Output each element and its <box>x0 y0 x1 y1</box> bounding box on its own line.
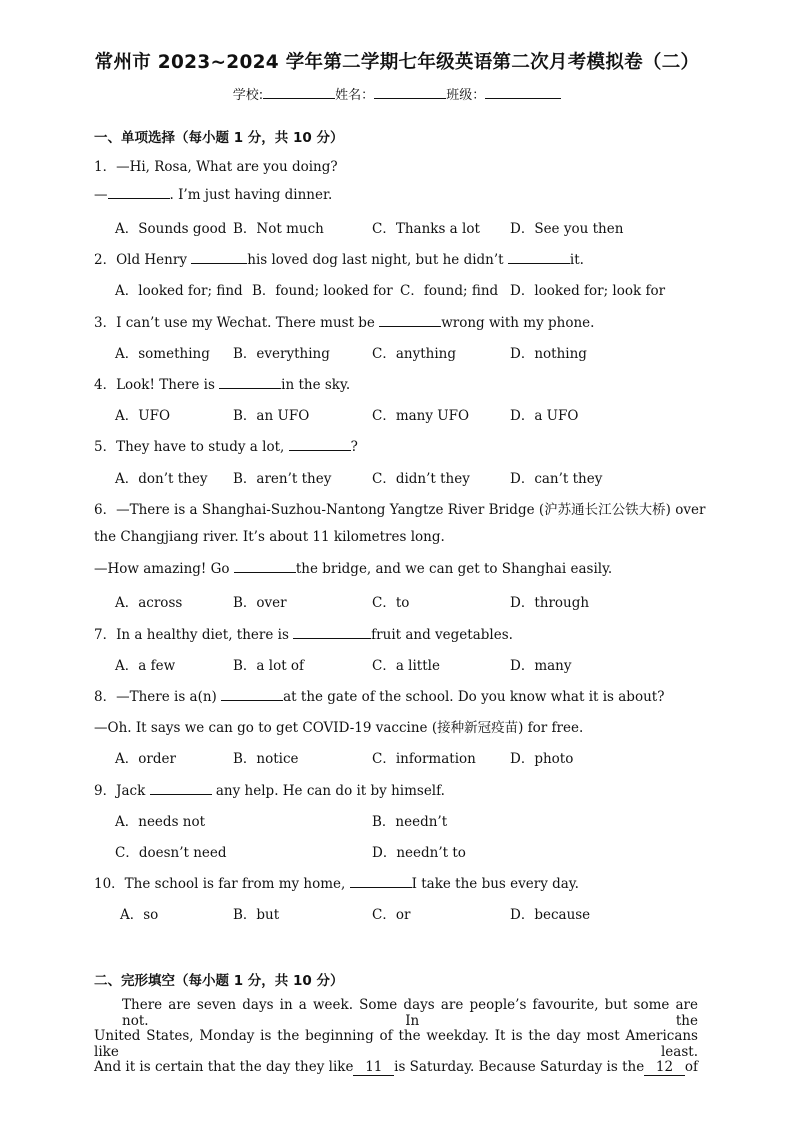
q4-option-b[interactable]: B．an UFO <box>233 408 310 424</box>
q2-text-2: his loved dog last night, but he didn’t <box>247 252 508 268</box>
q10-option-a[interactable]: A．so <box>120 907 159 923</box>
q10-option-c[interactable]: C．or <box>372 907 411 923</box>
school-label: 学校: <box>232 88 264 103</box>
q2-text-1: 2．Old Henry <box>94 252 192 268</box>
q4-text-2: in the sky. <box>281 377 351 393</box>
q2-blank-1[interactable] <box>191 251 247 264</box>
q3-option-d[interactable]: D．nothing <box>510 346 587 362</box>
q5-stem <box>94 435 358 455</box>
q9-option-d[interactable]: D．needn’t to <box>372 845 466 861</box>
q6-option-a[interactable]: A．across <box>115 595 183 611</box>
q7-option-b[interactable]: B．a lot of <box>233 658 305 674</box>
passage-line-3 <box>94 1059 698 1076</box>
q10-stem <box>94 872 579 892</box>
section-1-heading: 一、单项选择（每小题 1 分，共 10 分） <box>94 130 344 146</box>
q4-blank[interactable] <box>219 376 281 389</box>
q6-stem-2: the Changjiang river. It’s about 11 kilometres long. <box>94 529 445 545</box>
passage-text-2: is Saturday. Because Saturday is the <box>394 1059 645 1075</box>
q3-option-b[interactable]: B．everything <box>233 346 330 362</box>
q9-option-c[interactable]: C．doesn’t need <box>115 845 227 861</box>
q3-option-c[interactable]: C．anything <box>372 346 456 362</box>
q9-option-b[interactable]: B．needn’t <box>372 814 448 830</box>
q2-text-3: it. <box>569 252 584 268</box>
student-info-line <box>0 84 794 103</box>
q1-option-a[interactable]: A．Sounds good <box>115 221 227 237</box>
q1-blank[interactable] <box>108 186 170 199</box>
q5-option-b[interactable]: B．aren’t they <box>233 471 332 487</box>
q2-option-b[interactable]: B．found; looked for <box>252 283 393 299</box>
q10-option-b[interactable]: B．but <box>233 907 280 923</box>
blank-11[interactable]: 11 <box>353 1059 394 1076</box>
q2-stem <box>94 248 584 268</box>
q1-stem: 1．—Hi, Rosa, What are you doing? <box>94 159 338 175</box>
q2-option-a[interactable]: A．looked for; find <box>115 283 243 299</box>
q8-stem <box>94 685 664 705</box>
q2-blank-2[interactable] <box>508 251 570 264</box>
q6-option-c[interactable]: C．to <box>372 595 410 611</box>
q10-option-d[interactable]: D．because <box>510 907 591 923</box>
q9-blank[interactable] <box>150 782 212 795</box>
q7-stem <box>94 623 513 643</box>
passage-text-1: And it is certain that the day they like <box>94 1059 354 1075</box>
q9-stem <box>94 779 445 799</box>
q10-text-1: 10．The school is far from my home, <box>94 876 350 892</box>
q9-text-1: 9．Jack <box>94 783 150 799</box>
q3-option-a[interactable]: A．something <box>115 346 210 362</box>
q9-option-a[interactable]: A．needs not <box>115 814 206 830</box>
q10-text-2: I take the bus every day. <box>411 876 579 892</box>
q8-option-c[interactable]: C．information <box>372 751 476 767</box>
school-field[interactable] <box>263 86 335 99</box>
q8-option-d[interactable]: D．photo <box>510 751 574 767</box>
q6-text-1: —How amazing! Go <box>94 561 234 577</box>
q6-stem: 6．—There is a Shanghai-Suzhou-Nantong Yangtze River Bridge (沪苏通长江公铁大桥) over <box>94 502 706 518</box>
passage-line-1: There are seven days in a week. Some days are people’s favourite, but some are not. In the <box>122 997 698 1029</box>
q1-option-b[interactable]: B．Not much <box>233 221 324 237</box>
q8-option-a[interactable]: A．order <box>115 751 176 767</box>
q5-option-c[interactable]: C．didn’t they <box>372 471 470 487</box>
q7-text-2: fruit and vegetables. <box>371 627 513 643</box>
q8-text-2: at the gate of the school. Do you know what it is about? <box>283 689 665 705</box>
class-label: 班级： <box>446 88 486 103</box>
q6-stem-3 <box>94 560 612 577</box>
q7-option-a[interactable]: A．a few <box>115 658 176 674</box>
q4-stem <box>94 373 350 393</box>
name-field[interactable] <box>374 86 446 99</box>
q3-text-2: wrong with my phone. <box>441 315 595 331</box>
q7-text-1: 7．In a healthy diet, there is <box>94 627 294 643</box>
q6-option-b[interactable]: B．over <box>233 595 287 611</box>
q3-blank[interactable] <box>379 314 441 327</box>
q2-option-d[interactable]: D．looked for; look for <box>510 283 666 299</box>
q1-text: . I’m just having dinner. <box>169 187 333 203</box>
q8-option-b[interactable]: B．notice <box>233 751 299 767</box>
q5-option-d[interactable]: D．can’t they <box>510 471 603 487</box>
q5-blank[interactable] <box>289 438 351 451</box>
passage-text-3: of <box>684 1059 698 1075</box>
q6-blank[interactable] <box>234 560 296 573</box>
q8-blank[interactable] <box>221 688 283 701</box>
q4-option-a[interactable]: A．UFO <box>115 408 171 424</box>
class-field[interactable] <box>485 86 561 99</box>
q7-option-d[interactable]: D．many <box>510 658 572 674</box>
q4-option-c[interactable]: C．many UFO <box>372 408 470 424</box>
name-label: 姓名： <box>335 88 375 103</box>
q6-option-d[interactable]: D．through <box>510 595 590 611</box>
q8-stem-2: —Oh. It says we can go to get COVID-19 vaccine (接种新冠疫苗) for free. <box>94 720 584 736</box>
q7-blank[interactable] <box>293 626 371 639</box>
q8-text-1: 8．—There is a(n) <box>94 689 222 705</box>
passage-line-2: United States, Monday is the beginning of the weekday. It is the day most Americans like least. <box>94 1028 698 1060</box>
q9-text-2: any help. He can do it by himself. <box>211 783 445 799</box>
q10-blank[interactable] <box>350 875 412 888</box>
q5-option-a[interactable]: A．don’t they <box>115 471 208 487</box>
q3-stem <box>94 311 594 331</box>
q1-stem-2 <box>94 186 332 203</box>
q6-text-2: the bridge, and we can get to Shanghai easily. <box>295 561 613 577</box>
q1-option-c[interactable]: C．Thanks a lot <box>372 221 480 237</box>
q3-text-1: 3．I can’t use my Wechat. There must be <box>94 315 380 331</box>
section-2-heading: 二、完形填空（每小题 1 分，共 10 分） <box>94 973 344 989</box>
blank-12[interactable]: 12 <box>644 1059 685 1076</box>
q2-option-c[interactable]: C．found; find <box>400 283 499 299</box>
q4-option-d[interactable]: D．a UFO <box>510 408 579 424</box>
q5-text-1: 5．They have to study a lot, <box>94 439 289 455</box>
q4-text-1: 4．Look! There is <box>94 377 220 393</box>
page-title: 常州市 2023~2024 学年第二学期七年级英语第二次月考模拟卷（二） <box>94 52 700 73</box>
q5-text-2: ? <box>350 439 358 455</box>
q1-dash: — <box>94 187 108 203</box>
q7-option-c[interactable]: C．a little <box>372 658 440 674</box>
q1-option-d[interactable]: D．See you then <box>510 221 624 237</box>
